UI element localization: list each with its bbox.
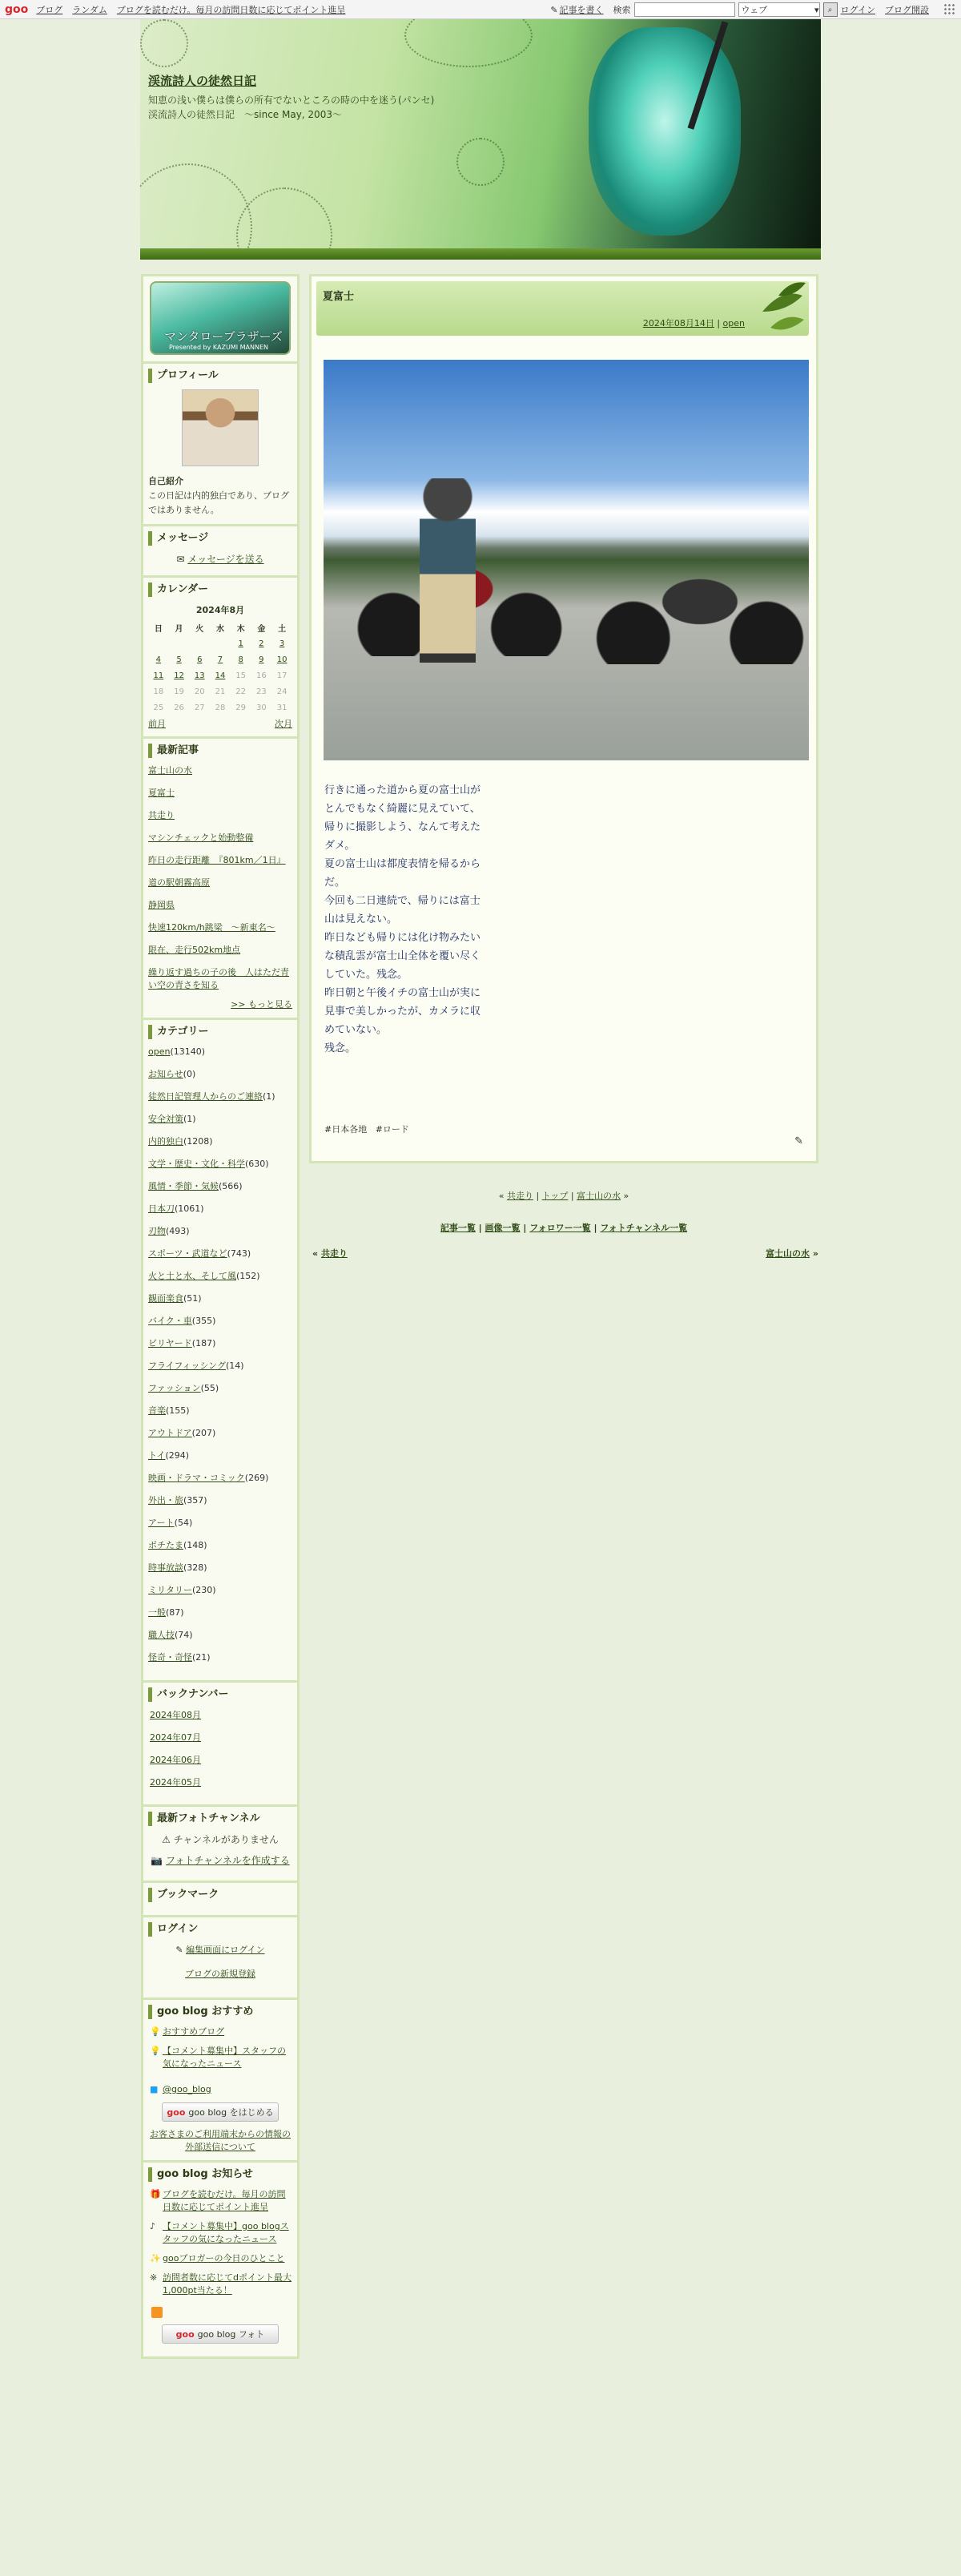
blog-description: 知恵の浅い僕らは僕らの所有でないところの時の中を迷う(パンセ) 渓流詩人の徒然日記 ～since May, 2003～ <box>148 95 444 120</box>
calendar-day-link[interactable]: 12 <box>174 671 184 680</box>
category-item <box>148 1046 292 1058</box>
weekday: 日 <box>154 624 163 634</box>
decoration-flower <box>140 19 188 67</box>
photochannel-heading: 最新フォトチャンネル <box>148 1812 292 1826</box>
bulb-icon: 💡 <box>150 2026 161 2037</box>
calendar-day-link[interactable]: 9 <box>259 655 264 664</box>
calendar-day-link[interactable]: 6 <box>197 655 203 664</box>
category-item <box>148 1135 292 1148</box>
post-paragraph: 今回も二日連続で、帰りには富士山は見えない。 <box>324 895 480 925</box>
category-link[interactable]: スポーツ・武道など <box>148 1248 227 1259</box>
register-blog-link[interactable]: ブログの新規登録 <box>185 1969 255 1979</box>
category-item <box>148 1562 292 1574</box>
weekday: 木 <box>236 624 245 634</box>
goo-logo[interactable]: goo <box>5 2 29 16</box>
calendar-day: 25 <box>153 703 164 712</box>
calendar-day: 19 <box>174 687 184 696</box>
goo-blog-photo-label: goo blog フォト <box>197 2329 265 2340</box>
category-item <box>148 1382 292 1395</box>
category-count: (630) <box>245 1159 269 1169</box>
gift-icon: 🎁 <box>150 2189 161 2199</box>
decoration-flower <box>140 163 252 248</box>
category-count: (1) <box>183 1114 196 1124</box>
goo-logo: goo <box>175 2328 195 2340</box>
recommend-link[interactable] <box>148 2026 292 2038</box>
recommend-link[interactable] <box>148 2045 292 2070</box>
envelope-icon: ✉ <box>176 554 188 565</box>
category-item <box>148 1113 292 1126</box>
image-list-link[interactable]: 画像一覧 <box>485 1223 521 1233</box>
calendar-day: 15 <box>235 671 247 680</box>
pencil-icon: ✎ <box>550 4 558 15</box>
chevron-down-icon: ▾ <box>814 4 819 15</box>
category-item <box>148 1651 292 1664</box>
category-item <box>148 1270 292 1283</box>
start-goo-blog-button[interactable] <box>162 2102 279 2122</box>
category-link[interactable]: アート <box>148 1518 175 1528</box>
category-count: (743) <box>227 1248 251 1259</box>
recommend-text: 【コメント募集中】スタッフの気になったニュース <box>163 2046 286 2069</box>
next-post-link[interactable]: 富士山の水 <box>577 1191 621 1201</box>
category-link[interactable]: 刃物 <box>148 1226 166 1236</box>
post-paragraph: 夏の富士山は都度表情を帰るからだ。 <box>324 858 481 889</box>
post-pager: « 共走り | トップ | 富士山の水 » <box>498 1191 629 1201</box>
backnumber-link[interactable]: 2024年08月 <box>150 1710 201 1720</box>
calendar-next-link[interactable]: 次月 <box>275 719 292 729</box>
category-count: (13140) <box>170 1046 206 1057</box>
category-link[interactable]: 文学・歴史・文化・科学 <box>148 1159 245 1169</box>
category-count: (155) <box>166 1405 190 1416</box>
category-count: (152) <box>236 1271 260 1281</box>
write-article-link[interactable]: 記事を書く <box>559 5 604 15</box>
calendar-box <box>143 578 297 739</box>
calendar-day-link[interactable]: 2 <box>259 639 264 648</box>
news-text: 訪問者数に応じてdポイント最大1,000pt当たる！ <box>163 2272 292 2296</box>
post-tag[interactable]: #ロード <box>375 1124 409 1135</box>
goo-blog-photo-button[interactable] <box>162 2324 279 2344</box>
backnumber-link[interactable]: 2024年05月 <box>150 1777 201 1788</box>
calendar-day <box>189 635 210 651</box>
recent-post-link[interactable]: 静岡県 <box>148 900 175 910</box>
recent-post-link[interactable]: 快速120km/h跳梁 ～新東名～ <box>148 922 275 933</box>
category-item <box>148 1517 292 1530</box>
bulb-icon: 💡 <box>150 2046 161 2056</box>
category-count: (0) <box>183 1069 196 1079</box>
post-meta: 2024年08月14日 | open <box>642 318 745 329</box>
banner-title: マンタローブラザーズ <box>164 329 283 344</box>
blog-header <box>140 19 821 248</box>
category-item <box>148 1629 292 1642</box>
category-link[interactable]: 一般 <box>148 1607 166 1618</box>
apps-grid-icon[interactable] <box>943 3 956 16</box>
category-link[interactable]: ファッション <box>148 1383 201 1393</box>
calendar-day <box>169 635 190 651</box>
edit-pen-icon[interactable]: ✎ <box>794 1135 803 1147</box>
bookmark-heading: ブックマーク <box>148 1888 292 1902</box>
news-text: 【コメント募集中】goo blogスタッフの気になったニュース <box>163 2221 289 2244</box>
category-link[interactable]: open <box>148 1046 171 1057</box>
backnumber-link[interactable]: 2024年06月 <box>150 1755 201 1765</box>
category-link[interactable]: 怪奇・奇怪 <box>148 1652 192 1663</box>
login-heading: ログイン <box>148 1922 292 1937</box>
post-date-link[interactable]: 2024年08月14日 <box>642 318 714 329</box>
message-box <box>143 526 297 578</box>
post-body <box>324 781 488 1058</box>
more-posts-link[interactable]: >> もっと見る <box>231 999 292 1010</box>
photo-motorcycle-black <box>596 560 804 664</box>
category-count: (1061) <box>175 1203 204 1214</box>
recent-post-link[interactable]: 繰り返す過ちの子の後 人はただ青い空の青さを知る <box>148 967 289 990</box>
calendar-day-link[interactable]: 3 <box>279 639 285 648</box>
category-count: (54) <box>174 1518 193 1528</box>
category-count: (328) <box>183 1562 207 1573</box>
category-item <box>148 1337 292 1350</box>
dpoint-icon: ※ <box>150 2272 158 2283</box>
calendar-day-link[interactable]: 4 <box>155 655 162 664</box>
header-image-drink <box>589 27 741 236</box>
calendar-day-link[interactable]: 13 <box>194 671 205 680</box>
bottom-prev-link[interactable]: 共走り <box>320 1248 348 1259</box>
goo-toolbar <box>0 0 961 19</box>
category-link[interactable]: 風情・季節・気候 <box>148 1181 219 1191</box>
calendar-day-link[interactable]: 7 <box>217 655 223 664</box>
category-link[interactable]: 日本刀 <box>148 1203 175 1214</box>
weekday: 火 <box>195 624 204 634</box>
news-link[interactable] <box>148 2252 292 2265</box>
category-count: (355) <box>191 1316 216 1326</box>
bottom-next: 富士山の水 » <box>766 1248 818 1259</box>
category-count: (230) <box>192 1585 216 1595</box>
category-link[interactable]: バイク・車 <box>148 1316 192 1326</box>
category-item <box>148 1248 292 1260</box>
category-item <box>148 1472 292 1485</box>
calendar-day <box>210 635 231 651</box>
post-header <box>316 281 809 336</box>
photochannel-empty: チャンネルがありません <box>173 1834 279 1845</box>
news-text: gooブロガーの今日のひとこと <box>163 2253 285 2264</box>
category-link[interactable]: ポチたま <box>148 1540 183 1550</box>
topbar-link-points[interactable]: ブログを読むだけ。毎月の訪問日数に応じてポイント進呈 <box>116 4 346 15</box>
topbar-link-random[interactable]: ランダム <box>72 4 107 15</box>
blog-title[interactable]: 渓流詩人の徒然日記 <box>148 74 257 88</box>
post-paragraph: 昨日なども帰りには化け物みたいな積乱雲が富士山全体を覆い尽くしていた。残念。 <box>324 932 481 981</box>
category-item <box>148 1158 292 1171</box>
recommend-text: おすすめブログ <box>163 2026 225 2037</box>
category-item <box>148 1203 292 1215</box>
post-paragraph: 昨日朝と午後イチの富士山が実に見事で美しかったが、カメラに収めていない。 <box>324 987 481 1036</box>
calendar-day <box>148 635 169 651</box>
news-link[interactable] <box>148 2188 292 2214</box>
calendar-day-link[interactable]: 14 <box>215 671 226 680</box>
category-item <box>148 1427 292 1440</box>
send-message-link[interactable]: メッセージを送る <box>187 554 264 565</box>
category-link[interactable]: 外出・旅 <box>148 1495 183 1506</box>
calendar-day: 30 <box>256 703 267 712</box>
category-count: (493) <box>166 1226 190 1236</box>
category-count: (148) <box>183 1540 207 1550</box>
category-item <box>148 1449 292 1462</box>
start-goo-blog-label: goo blog をはじめる <box>188 2107 274 2118</box>
external-notice-link[interactable]: お客さまのご利用端末からの情報の外部送信について <box>150 2129 291 2152</box>
category-link[interactable]: 時事放談 <box>148 1562 183 1573</box>
recent-post-link[interactable]: 昨日の走行距離 『801km／1日』 <box>148 855 286 865</box>
category-count: (1) <box>263 1091 275 1102</box>
photochannel-box <box>143 1807 297 1883</box>
post-title: 夏富士 <box>323 291 355 303</box>
search-label: 検索 <box>613 5 631 15</box>
category-count: (1208) <box>183 1136 213 1147</box>
calendar-day-link[interactable]: 5 <box>176 655 182 664</box>
category-item <box>148 1180 292 1193</box>
article-list-link[interactable]: 記事一覧 <box>440 1223 476 1233</box>
calendar-day: 17 <box>276 671 287 680</box>
category-item <box>148 1405 292 1417</box>
calendar-day: 29 <box>235 703 247 712</box>
category-item <box>148 1315 292 1328</box>
twitter-link[interactable] <box>148 2083 292 2096</box>
profile-intro: この日記は内的独白であり、ブログではありません。 <box>148 490 289 515</box>
calendar-day: 27 <box>194 703 205 712</box>
category-link[interactable]: お知らせ <box>148 1069 183 1079</box>
calendar-day: 28 <box>215 703 226 712</box>
bottom-next-link[interactable]: 富士山の水 <box>766 1248 810 1259</box>
category-count: (269) <box>244 1473 269 1483</box>
create-photochannel-link[interactable]: フォトチャンネルを作成する <box>166 1855 290 1866</box>
photo-rider <box>420 478 476 663</box>
category-link[interactable]: 内的独白 <box>148 1136 183 1147</box>
follower-list-link[interactable]: フォロワー一覧 <box>529 1223 591 1233</box>
recent-heading: 最新記事 <box>148 744 292 758</box>
categories-heading: カテゴリー <box>148 1025 292 1039</box>
calendar-day: 21 <box>215 687 226 696</box>
topbar-link-blog[interactable]: ブログ <box>36 4 63 15</box>
leaf-decoration-icon <box>754 280 807 337</box>
header-bar <box>140 248 821 260</box>
calendar-heading: カレンダー <box>148 583 292 597</box>
category-count: (566) <box>219 1181 243 1191</box>
recent-post-link[interactable]: 限在、走行502km地点 <box>148 945 241 955</box>
news-heading: goo blog お知らせ <box>148 2167 292 2182</box>
decoration-flower <box>404 19 533 67</box>
calendar-day-link[interactable]: 8 <box>238 655 243 664</box>
calendar-day: 23 <box>256 687 267 696</box>
recent-post-link[interactable]: 共走り <box>148 810 175 820</box>
top-link[interactable]: トップ <box>541 1191 569 1201</box>
news-text: ブログを読むだけ。毎月の訪問日数に応じてポイント進呈 <box>163 2189 286 2212</box>
decoration-flower <box>456 138 505 186</box>
category-count: (21) <box>192 1652 211 1663</box>
music-icon: ♪ <box>150 2221 156 2231</box>
sparkle-icon: ✨ <box>150 2253 161 2264</box>
search-button[interactable] <box>823 2 838 17</box>
profile-heading: プロフィール <box>148 369 292 383</box>
calendar-day: 16 <box>256 671 267 680</box>
category-link[interactable]: フライフィッシング <box>148 1361 226 1371</box>
profile-box <box>143 364 297 526</box>
post-paragraph: 行きに通った道から夏の富士山がとんでもなく綺麗に見えていて、帰りに撮影しよう、なんて考えたダメ。 <box>324 784 481 852</box>
category-link[interactable]: 徒然日記管理人からのご連絡 <box>148 1091 263 1102</box>
category-item <box>148 1584 292 1597</box>
banner-box <box>143 276 297 364</box>
category-count: (74) <box>175 1630 193 1640</box>
category-link[interactable]: 安全対策 <box>148 1114 183 1124</box>
banner-sub: Presented by KAZUMI MANNEN <box>169 344 269 351</box>
search-scope-select[interactable] <box>738 2 820 17</box>
post-paragraph: 残念。 <box>324 1042 356 1054</box>
login-link[interactable]: ログイン <box>840 5 875 15</box>
calendar-day: 22 <box>235 687 247 696</box>
post-entry <box>309 274 818 1163</box>
camera-icon: 📷 <box>151 1855 167 1866</box>
category-link[interactable]: トイ <box>148 1450 166 1461</box>
recent-post-link[interactable]: マシンチェックと始動整備 <box>148 832 254 843</box>
category-count: (294) <box>165 1450 190 1461</box>
login-box <box>143 1917 297 2000</box>
category-item <box>148 1539 292 1552</box>
category-item <box>148 1225 292 1238</box>
search-icon: ⌕ <box>827 5 833 14</box>
weekday: 金 <box>257 624 266 634</box>
categories-box <box>143 1020 297 1683</box>
weekday: 土 <box>278 624 287 634</box>
calendar-prev-link[interactable]: 前月 <box>148 719 166 729</box>
calendar-day: 31 <box>276 703 287 712</box>
category-link[interactable]: ミリタリー <box>148 1585 192 1595</box>
photochannel-list-link[interactable]: フォトチャンネル一覧 <box>600 1223 688 1233</box>
twitter-icon: ■ <box>150 2084 159 2094</box>
recent-posts-box <box>143 739 297 1020</box>
category-count: (357) <box>183 1495 207 1506</box>
topbar-right <box>550 0 961 19</box>
calendar-day-link[interactable]: 1 <box>238 639 243 648</box>
category-item <box>148 1494 292 1507</box>
calendar-day-link[interactable]: 10 <box>276 655 287 664</box>
category-count: (207) <box>191 1428 216 1438</box>
search-input[interactable] <box>634 2 735 17</box>
calendar-day: 20 <box>194 687 205 696</box>
category-link[interactable]: アウトドア <box>148 1428 192 1438</box>
post-tags <box>324 1123 409 1135</box>
calendar-day: 18 <box>153 687 164 696</box>
category-link[interactable]: 職人技 <box>148 1630 175 1640</box>
category-count: (51) <box>183 1293 202 1304</box>
calendar-month: 2024年8月 <box>195 605 245 615</box>
category-item <box>148 1360 292 1373</box>
recommend-heading: goo blog おすすめ <box>148 2005 292 2019</box>
category-link[interactable]: 音楽 <box>148 1405 166 1416</box>
category-count: (55) <box>200 1383 219 1393</box>
edit-login-link[interactable]: 編集画面にログイン <box>186 1945 265 1955</box>
sidebar <box>141 274 300 2359</box>
news-link[interactable] <box>148 2272 292 2297</box>
news-link[interactable] <box>148 2220 292 2246</box>
calendar-day: 26 <box>174 703 184 712</box>
post-tag[interactable]: #日本各地 <box>324 1124 368 1135</box>
category-link[interactable]: 火と土と水、そして風 <box>148 1271 236 1281</box>
post-photo[interactable] <box>324 360 809 760</box>
search-scope-value: ウェブ <box>741 5 768 15</box>
backnumber-box <box>143 1683 297 1807</box>
category-item <box>148 1068 292 1081</box>
recent-post-link[interactable]: 道の駅朝霧高原 <box>148 877 210 888</box>
recent-post-link[interactable]: 夏富士 <box>148 788 175 798</box>
recommend-box <box>143 2000 297 2163</box>
calendar-day: 24 <box>276 687 287 696</box>
goo-logo: goo <box>167 2106 186 2118</box>
calendar-table <box>148 619 292 716</box>
recent-post-link[interactable]: 富士山の水 <box>148 765 192 776</box>
category-count: (14) <box>225 1361 244 1371</box>
profile-avatar <box>182 389 259 466</box>
bottom-prev: « 共走り <box>312 1248 348 1259</box>
backnumber-heading: バックナンバー <box>148 1687 292 1702</box>
weekday: 月 <box>175 624 183 634</box>
news-box <box>143 2163 297 2356</box>
post-category-link[interactable]: open <box>722 318 745 329</box>
category-link[interactable]: ビリヤード <box>148 1338 192 1348</box>
twitter-text: @goo_blog <box>163 2084 211 2094</box>
category-count: (87) <box>166 1607 184 1618</box>
weekday: 水 <box>215 624 224 634</box>
open-blog-link[interactable]: ブログ開設 <box>885 5 929 15</box>
prev-post-link[interactable]: 共走り <box>506 1191 533 1201</box>
warning-icon: ⚠ <box>162 1834 174 1845</box>
profile-intro-label: 自己紹介 <box>148 476 183 486</box>
bookmark-box <box>143 1883 297 1917</box>
category-link[interactable]: 映画・ドラマ・コミック <box>148 1473 245 1483</box>
category-count: (187) <box>191 1338 216 1348</box>
rss-icon[interactable] <box>151 2307 163 2318</box>
category-item <box>148 1090 292 1103</box>
category-item <box>148 1606 292 1619</box>
blog-banner[interactable] <box>150 281 291 355</box>
pencil-icon: ✎ <box>175 1945 187 1955</box>
calendar-day-link[interactable]: 11 <box>153 671 164 680</box>
decoration-flower <box>236 187 332 248</box>
category-item <box>148 1292 292 1305</box>
message-heading: メッセージ <box>148 531 292 546</box>
category-link[interactable]: 観面楽食 <box>148 1293 183 1304</box>
list-links: 記事一覧 | 画像一覧 | フォロワー一覧 | フォトチャンネル一覧 <box>440 1223 688 1233</box>
backnumber-link[interactable]: 2024年07月 <box>150 1732 201 1743</box>
